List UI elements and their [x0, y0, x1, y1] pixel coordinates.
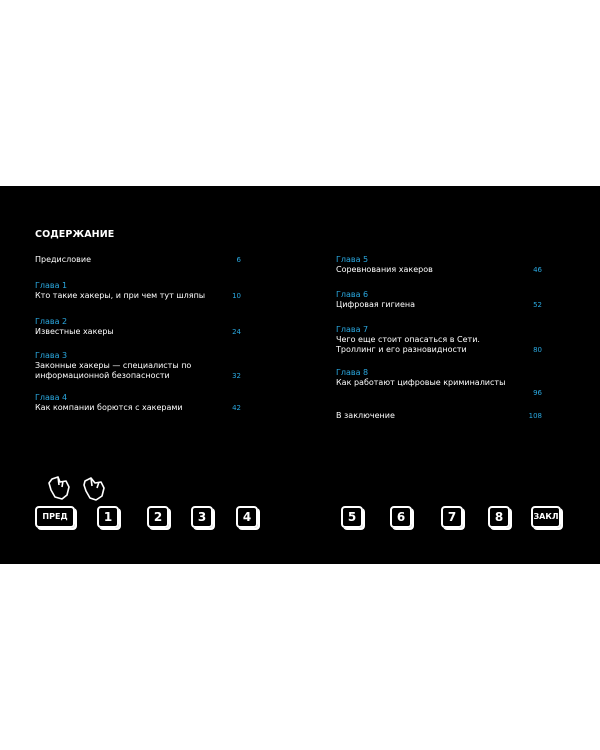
chapter-5-button[interactable]: 5: [341, 506, 363, 528]
toc-entry-chapter-1[interactable]: [35, 281, 241, 301]
toc-heading: СОДЕРЖАНИЕ: [35, 229, 115, 240]
chapter-3-button[interactable]: 3: [191, 506, 213, 528]
conclusion-button[interactable]: ЗАКЛ: [531, 506, 561, 528]
toc-entry-title: Известные хакеры: [35, 327, 114, 336]
toc-entry-title: Как работают цифровые криминалисты: [336, 378, 506, 387]
toc-entry-title: Цифровая гигиена: [336, 300, 416, 309]
table-of-contents-spread: [0, 186, 600, 564]
chapter-1-button[interactable]: 1: [97, 506, 119, 528]
toc-chapter-label: Глава 8: [336, 368, 369, 377]
toc-entry-chapter-7[interactable]: [336, 325, 542, 355]
toc-page-number: 32: [232, 372, 241, 380]
toc-entry-title: Законные хакеры — специалисты по информационной безопасности: [35, 361, 192, 380]
toc-page-number: 24: [232, 328, 241, 336]
chapter-8-button[interactable]: 8: [488, 506, 510, 528]
toc-entry-title: Соревнования хакеров: [336, 265, 433, 274]
toc-page-number: 108: [528, 412, 542, 420]
toc-chapter-label: Глава 3: [35, 351, 68, 360]
toc-entry-title: Как компании борются с хакерами: [35, 403, 183, 412]
chapter-6-button[interactable]: 6: [390, 506, 412, 528]
toc-chapter-label: Глава 1: [35, 281, 68, 290]
toc-entry-conclusion[interactable]: [336, 411, 542, 421]
toc-entry-chapter-8[interactable]: [336, 368, 542, 397]
toc-entry-title: Кто такие хакеры, и при чем тут шляпы: [35, 291, 206, 300]
toc-entry-chapter-3[interactable]: [35, 351, 241, 381]
toc-page-number: 10: [232, 292, 241, 300]
chapter-2-button[interactable]: 2: [147, 506, 169, 528]
hand-pointer-icon: [46, 473, 76, 503]
toc-entry-chapter-5[interactable]: [336, 255, 542, 275]
toc-entry-chapter-6[interactable]: [336, 290, 542, 310]
toc-entry-chapter-2[interactable]: [35, 317, 241, 337]
toc-entry-chapter-4[interactable]: [35, 393, 241, 413]
toc-chapter-label: Глава 7: [336, 325, 369, 334]
hand-pointer-icon: [80, 473, 110, 503]
chapter-4-button[interactable]: 4: [236, 506, 258, 528]
toc-entry-title: Чего еще стоит опасаться в Сети. Троллинг и его разновидности: [336, 335, 480, 354]
toc-page-number: 52: [533, 301, 542, 309]
toc-entry-preface[interactable]: [35, 255, 241, 265]
toc-page-number: 96: [533, 389, 542, 397]
toc-page-number: 46: [533, 266, 542, 274]
toc-page-number: 42: [232, 404, 241, 412]
toc-page-number: 80: [533, 346, 542, 354]
chapter-7-button[interactable]: 7: [441, 506, 463, 528]
toc-chapter-label: Глава 4: [35, 393, 68, 402]
prev-button[interactable]: ПРЕД: [35, 506, 75, 528]
toc-entry-title: Предисловие: [35, 255, 91, 264]
toc-page-number: 6: [236, 256, 241, 264]
toc-chapter-label: Глава 5: [336, 255, 369, 264]
toc-chapter-label: Глава 2: [35, 317, 68, 326]
toc-entry-title: В заключение: [336, 411, 395, 420]
toc-chapter-label: Глава 6: [336, 290, 369, 299]
